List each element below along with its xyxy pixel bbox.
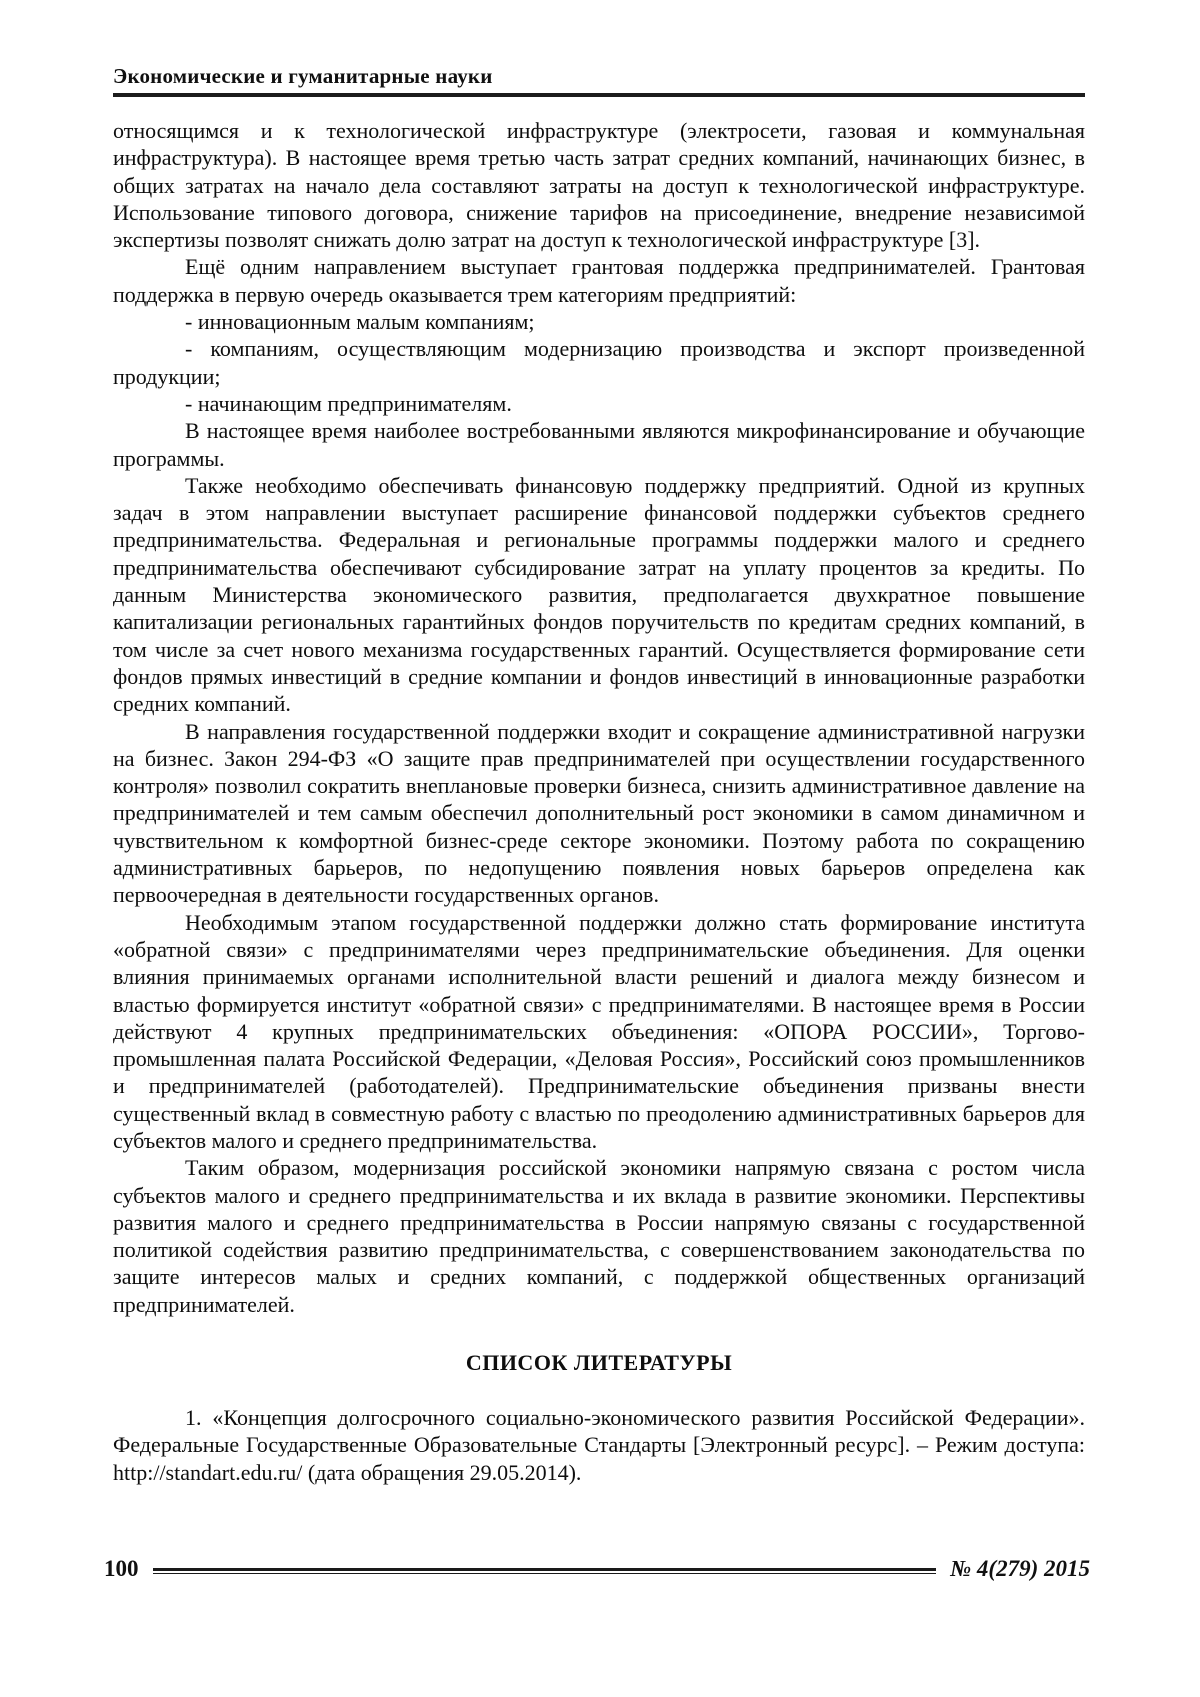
body-paragraph: Таким образом, модернизация российской экономики напрямую связана с ростом числа субъектов малого и среднего предпринимательства и их вклада в развитие экономики. Перспективы развития малого и среднего предпринимательства в России напрямую связаны с государственной политикой содействия развитию предпринимательства, с совершенствованием законодательства по защите интересов малых и средних компаний, с поддержкой общественных организаций предпринимателей. — [113, 1155, 1085, 1317]
footer-rule — [153, 1568, 937, 1574]
list-item-paragraph: - компаниям, осуществляющим модернизацию производства и экспорт произведенной продукции; — [113, 336, 1085, 389]
page-number: 100 — [104, 1556, 139, 1581]
body-paragraph: Также необходимо обеспечивать финансовую поддержку предприятий. Одной из крупных задач в этом направлении выступает расширение финансовой поддержки субъектов среднего предпринимательства. Федеральная и региональные программы поддержки малого и среднего предпринимательства обеспечивают субсидирование затрат на уплату процентов за кредиты. По данным Министерства экономического развития, предполагается двухкратное повышение капитализации региональных гарантийных фондов поручительств по кредитам средних компаний, в том числе за счет нового механизма государственных гарантий. Осуществляется формирование сети фондов прямых инвестиций в средние компании и фондов инвестиций в инновационные разработки средних компаний. — [113, 472, 1085, 717]
body-paragraph: относящимся и к технологической инфраструктуре (электросети, газовая и коммунальная инфраструктура). В настоящее время третью часть затрат средних компаний, начинающих бизнес, в общих затратах на начало дела составляют затраты на доступ к технологической инфраструктуре. Использование типового договора, снижение тарифов на присоединение, внедрение независимой экспертизы позволят снижать долю затрат на доступ к технологической инфраструктуре [3]. — [113, 118, 1085, 253]
list-item-paragraph: - начинающим предпринимателям. — [185, 390, 512, 416]
body-paragraph: В направления государственной поддержки входит и сокращение административной нагрузки на бизнес. Закон 294-ФЗ «О защите прав предпринимателей при осуществлении государственного контроля» позволил сократить внеплановые проверки бизнеса, снизить административное давление на предпринимателей и тем самым обеспечил дополнительный рост экономики в самом динамичном и чувствительном к комфортной бизнес-среде секторе экономики. Поэтому работа по сокращению административных барьеров, по недопущению появления новых барьеров определена как первоочередная в деятельности государственных органов. — [113, 718, 1085, 908]
header-rule — [113, 93, 1085, 97]
running-title: Экономические и гуманитарные науки — [113, 64, 493, 88]
page-footer — [104, 1556, 1090, 1582]
body-paragraph: В настоящее время наиболее востребованными являются микрофинансирование и обучающие программы. — [113, 418, 1085, 471]
reference-item: 1. «Концепция долгосрочного социально-экономического развития Российской Федерации». Федеральные Государственные Образовательные Стандарты [Электронный ресурс]. – Режим доступа: http://standart.edu.ru/ (дата обращения 29.05.2014). — [113, 1405, 1085, 1485]
body-paragraph: Необходимым этапом государственной поддержки должно стать формирование института «обратной связи» с предпринимателями через предпринимательские объединения. Для оценки влияния принимаемых органами исполнительной власти решений и диалога между бизнесом и властью формируется институт «обратной связи» с предпринимателями. В настоящее время в России действуют 4 крупных предпринимательских объединения: «ОПОРА РОССИИ», Торгово-промышленная палата Российской Федерации, «Деловая Россия», Российский союз промышленников и предпринимателей (работодателей). Предпринимательские объединения призваны внести существенный вклад в совместную работу с властью по преодолению административных барьеров для субъектов малого и среднего предпринимательства. — [113, 909, 1085, 1153]
issue-label: № 4(279) 2015 — [950, 1556, 1090, 1581]
page-header — [113, 64, 1085, 97]
list-item-paragraph: - инновационным малым компаниям; — [185, 309, 535, 335]
body-paragraph: Ещё одним направлением выступает грантовая поддержка предпринимателей. Грантовая поддержка в первую очередь оказывается трем категориям предприятий: — [113, 254, 1085, 307]
article-body — [113, 117, 1085, 1486]
references-heading: СПИСОК ЛИТЕРАТУРЫ — [465, 1350, 733, 1376]
